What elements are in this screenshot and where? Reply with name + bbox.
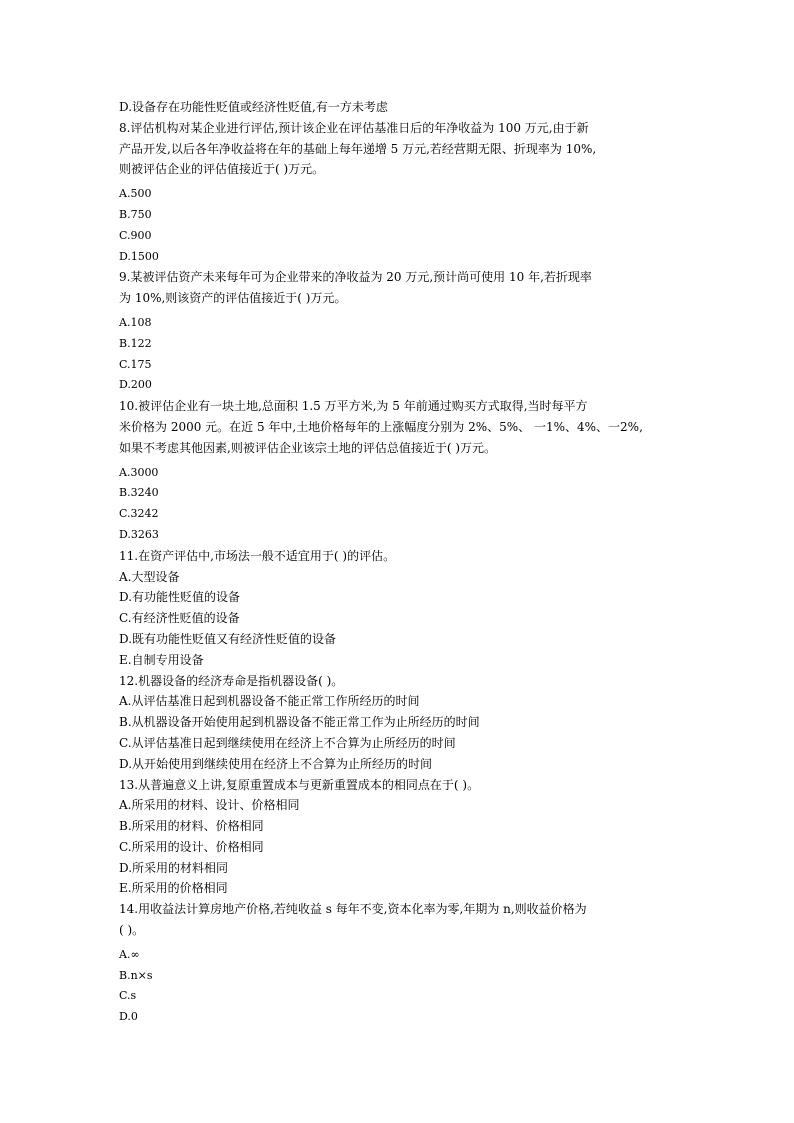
text-line: D.设备存在功能性贬值或经济性贬值,有一方未考虑: [119, 100, 388, 114]
answer-option: B.750: [119, 207, 152, 221]
answer-option: D.1500: [119, 249, 159, 263]
text-line: 则被评估企业的评估值接近于( )万元。: [119, 162, 325, 177]
text-line: 8.评估机构对某企业进行评估,预计该企业在评估基准日后的年净收益为 100 万元,由于新: [119, 120, 589, 135]
text-line: 为 10%,则该资产的评估值接近于( )万元。: [119, 291, 347, 306]
answer-option: B.n×s: [119, 968, 153, 982]
text-line: B.所采用的材料、价格相同: [119, 819, 264, 834]
text-line: A.从评估基准日起到机器设备不能正常工作所经历的时间: [119, 694, 420, 709]
text-line: 米价格为 2000 元。在近 5 年中,土地价格每年的上涨幅度分别为 2%、5%、 一1%、4%、一2%,: [119, 419, 643, 434]
text-line: D.既有功能性贬值又有经济性贬值的设备: [119, 631, 337, 646]
text-line: E.所采用的价格相同: [119, 881, 228, 896]
text-line: A.所采用的材料、设计、价格相同: [119, 798, 300, 813]
text-line: ( )。: [119, 923, 145, 938]
text-line: 13.从普遍意义上讲,复原重置成本与更新重置成本的相同点在于( )。: [119, 777, 480, 792]
text-line: D.有功能性贬值的设备: [119, 590, 241, 605]
answer-option: A.500: [119, 187, 152, 201]
answer-option: A.∞: [119, 947, 140, 961]
answer-option: C.175: [119, 357, 152, 371]
text-line: C.有经济性贬值的设备: [119, 611, 240, 626]
text-line: 10.被评估企业有一块土地,总面积 1.5 万平方米,为 5 年前通过购买方式取得,当时每平方: [119, 399, 588, 414]
answer-option: D.0: [119, 1010, 138, 1024]
answer-option: C.s: [119, 989, 137, 1003]
text-line: 11.在资产评估中,市场法一般不适宜用于( )的评估。: [119, 548, 396, 563]
answer-option: C.3242: [119, 507, 159, 521]
answer-option: D.3263: [119, 527, 159, 541]
text-line: 如果不考虑其他因素,则被评估企业该宗土地的评估总值接近于( )万元。: [119, 440, 496, 455]
text-line: 14.用收益法计算房地产价格,若纯收益 s 每年不变,资本化率为零,年期为 n,则收益价格为: [119, 902, 587, 917]
text-line: B.从机器设备开始使用起到机器设备不能正常工作为止所经历的时间: [119, 715, 480, 730]
text-line: 9.某被评估资产未来每年可为企业带来的净收益为 20 万元,预计尚可使用 10 年,若折现率: [119, 270, 592, 285]
answer-option: C.900: [119, 228, 152, 242]
text-line: D.从开始使用到继续使用在经济上不合算为止所经历的时间: [119, 756, 433, 771]
text-line: C.从评估基准日起到继续使用在经济上不合算为止所经历的时间: [119, 735, 456, 750]
answer-option: B.3240: [119, 486, 159, 500]
answer-option: D.200: [119, 378, 152, 392]
answer-option: A.108: [119, 315, 152, 329]
text-line: 产品开发,以后各年净收益将在年的基础上每年递增 5 万元,若经营期无限、折现率为 10%,: [119, 141, 597, 156]
document-page: [119, 97, 684, 1028]
answer-option: B.122: [119, 336, 152, 350]
text-line: E.自制专用设备: [119, 652, 204, 667]
text-line: 12.机器设备的经济寿命是指机器设备( )。: [119, 673, 344, 688]
answer-option: A.3000: [119, 465, 159, 479]
text-line: A.大型设备: [119, 569, 180, 584]
text-line: C.所采用的设计、价格相同: [119, 839, 264, 854]
text-line: D.所采用的材料相同: [119, 860, 229, 875]
